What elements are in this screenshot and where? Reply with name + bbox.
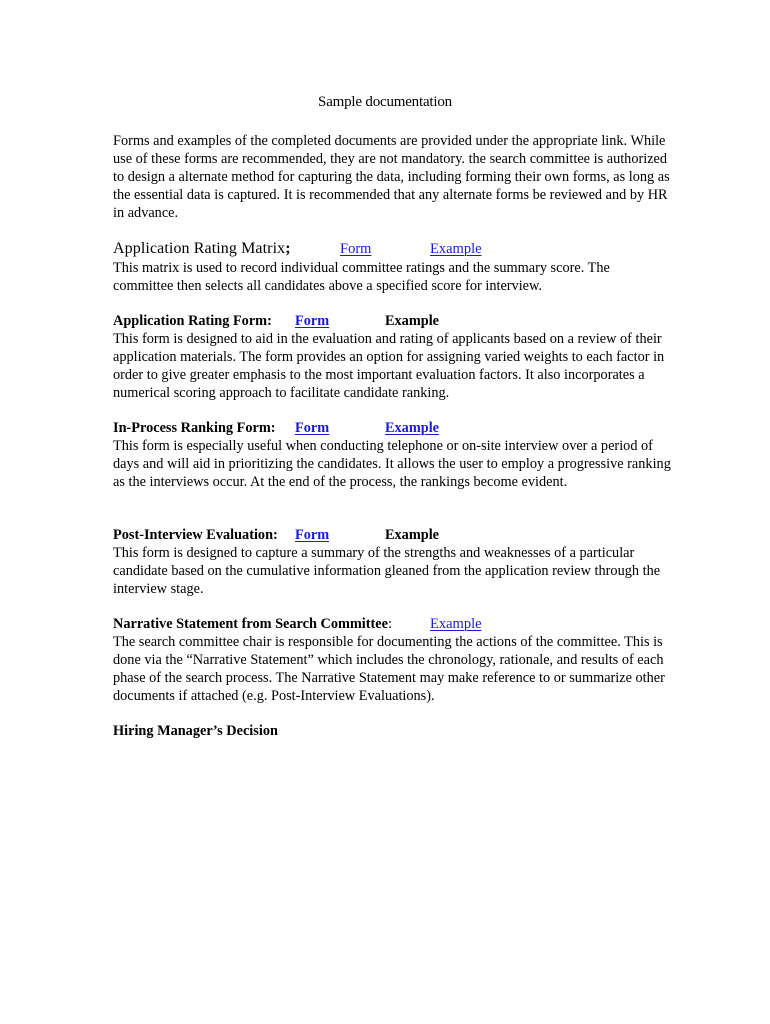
intro-paragraph: Forms and examples of the completed documents are provided under the appropriate link. While use of these forms are recommended, they are not mandatory. the search committee is authorized to design a alternate method for capturing the data, including forming their own forms, as long as the essential data is captured. It is recommended that any alternate forms be reviewed and by HR in advance.: [113, 133, 670, 221]
narrative-heading-row: [113, 615, 673, 633]
narrative-description: The search committee chair is responsible for documenting the actions of the committee. This is done via the “Narrative Statement” which includes the chronology, rationale, and results of each phase of the search process. The Narrative Statement may make reference to or summarize other documents if attached (e.g. Post-Interview Evaluations).: [113, 634, 665, 704]
post-interview-description: This form is designed to capture a summary of the strengths and weaknesses of a particular candidate based on the cumulative information gleaned from the application review through the interview stage.: [113, 545, 661, 597]
post-interview-form-link[interactable]: Form: [295, 527, 330, 543]
matrix-form-link[interactable]: Form: [340, 241, 372, 257]
hiring-heading: Hiring Manager’s Decision: [113, 723, 278, 739]
page-title: Sample documentation: [318, 94, 452, 110]
post-interview-example-label: Example: [385, 527, 440, 543]
rating-form-heading-row: [113, 312, 673, 330]
in-process-description: This form is especially useful when conducting telephone or on-site interview over a period of days and will aid in prioritizing the candidates. It allows the user to employ a progressive ranking as the interviews occur. At the end of the process, the rankings become evident.: [113, 438, 671, 490]
narrative-heading: Narrative Statement from Search Committee:: [113, 616, 392, 632]
in-process-form-link[interactable]: Form: [295, 420, 330, 436]
matrix-heading: Application Rating Matrix;: [113, 240, 291, 257]
in-process-heading: In-Process Ranking Form:: [113, 420, 276, 436]
matrix-description: This matrix is used to record individual committee ratings and the summary score. The committee then selects all candidates above a specified score for interview.: [113, 260, 610, 294]
rating-form-heading: Application Rating Form:: [113, 313, 272, 329]
matrix-heading-row: [113, 240, 673, 258]
rating-form-form-link[interactable]: Form: [295, 313, 330, 329]
narrative-example-link[interactable]: Example: [430, 616, 482, 632]
hiring-heading-row: [113, 722, 673, 740]
rating-form-example-label: Example: [385, 313, 440, 329]
in-process-example-link[interactable]: Example: [385, 420, 440, 436]
post-interview-heading: Post-Interview Evaluation:: [113, 527, 278, 543]
rating-form-description: This form is designed to aid in the evaluation and rating of applicants based on a review of their application materials. The form provides an option for assigning varied weights to each factor in order to give greater emphasis to the most important evaluation factors. It also incorporates a numerical scoring approach to facilitate candidate ranking.: [113, 331, 665, 401]
post-interview-heading-row: [113, 526, 673, 544]
matrix-example-link[interactable]: Example: [430, 241, 482, 257]
in-process-heading-row: [113, 419, 673, 437]
